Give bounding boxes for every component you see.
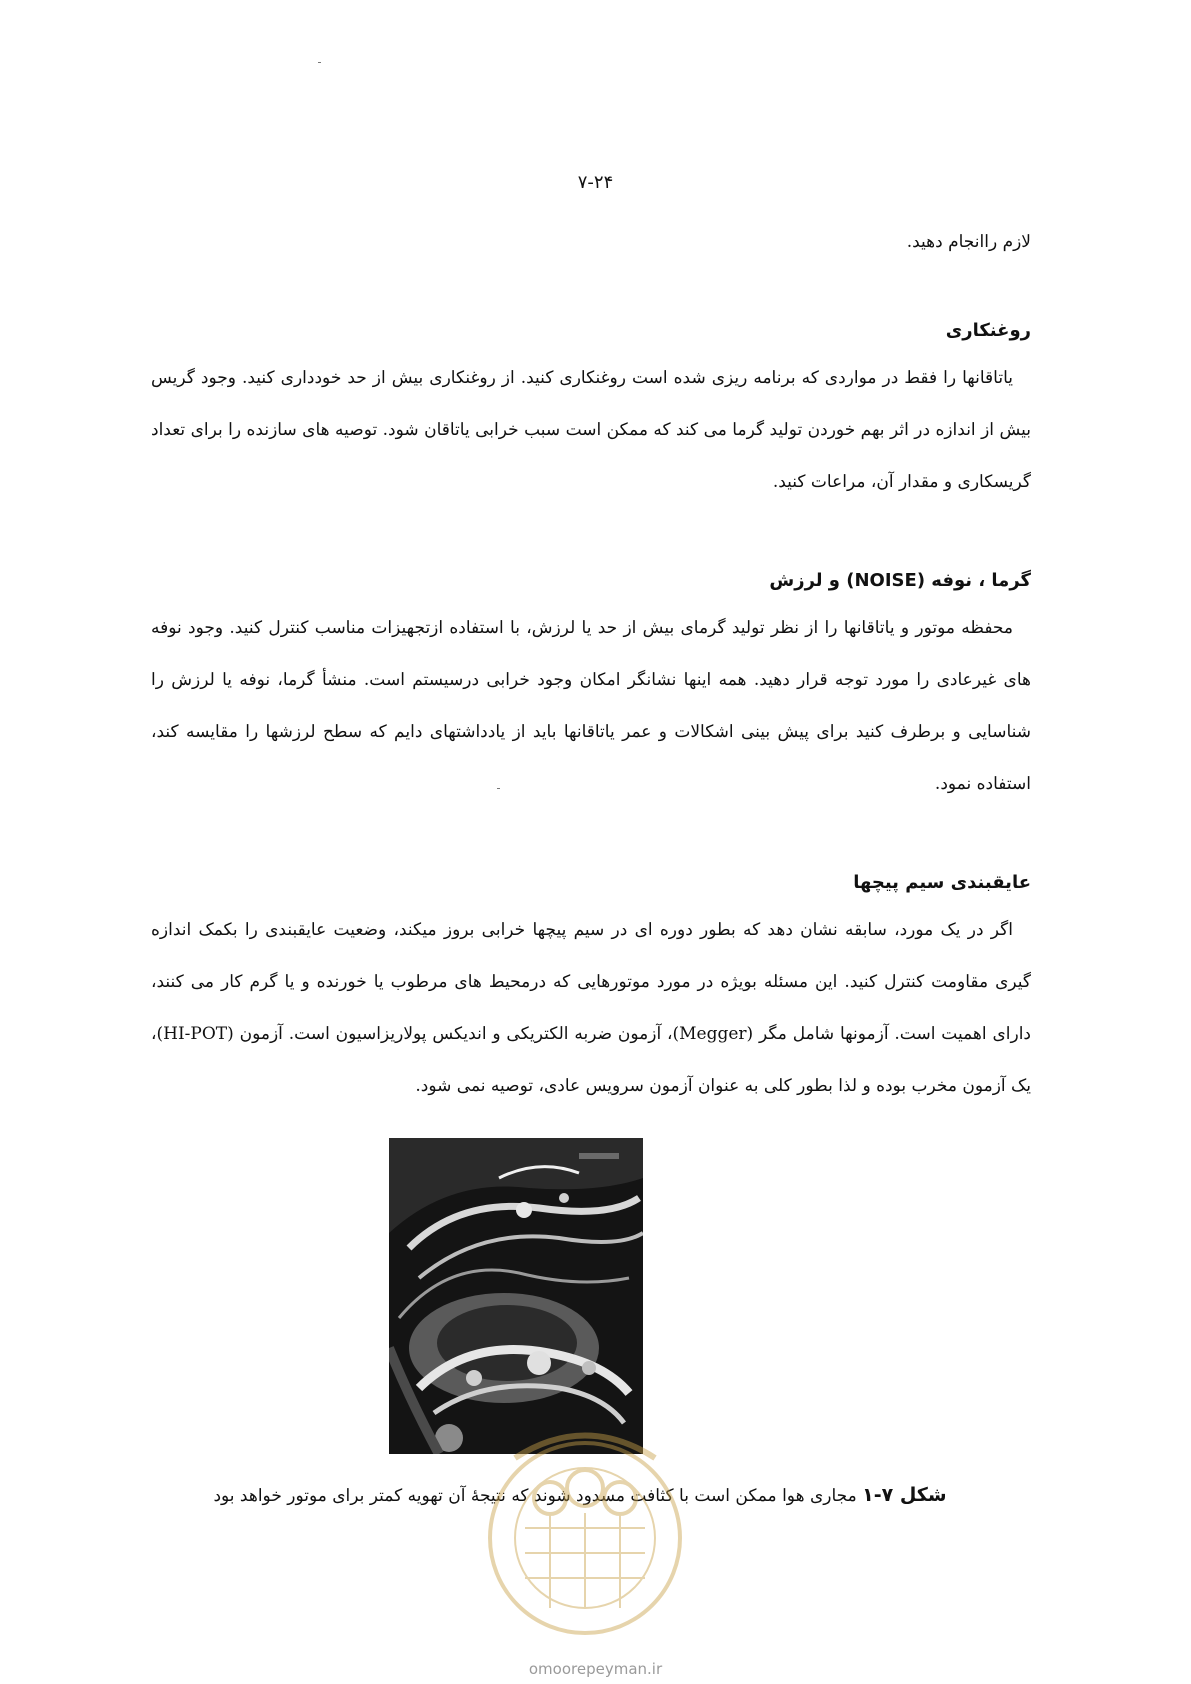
section-heading-winding-insulation: عایقبندی سیم پیچها [853,872,1031,893]
watermark-seal-icon [455,1418,715,1648]
figure-label: شکل ۷-۱ [862,1484,947,1506]
watermark-url: omoorepeyman.ir [528,1660,663,1678]
paragraph-heat-noise-vibration: محفظه موتور و یاتاقانها را از نظر تولید گرمای بیش از حد یا لرزش، با استفاده ازتجهیزات مناسب کنترل کنید. وجود نوفه های غیرعادی را مورد توجه قرار دهید. همه اینها نشانگر امکان وجود خرابی درسیستم است. منشأ گرما، نوفه یا لرزش را شناسایی و برطرف کنید برای پیش بینی اشکالات و عمر یاتاقانها باید از یادداشتهای دایم که سطح لرزشها را مقایسه کند، استفاده نمود. [151,618,1031,794]
scan-speck [318,62,321,63]
paragraph-winding-insulation: اگر در یک مورد، سابقه نشان دهد که بطور دوره ای در سیم پیچها خرابی بروز میکند، وضعیت عایقبندی را بکمک اندازه گیری مقاومت کنترل کنید. این مسئله بویژه در مورد موتورهایی که درمحیط های مرطوب یا خورنده و یا گرم کار می کنند، دارای اهمیت است. آزمونها شامل مگر (Megger)، آزمون ضربه الکتریکی و اندیکس پولاریزاسیون است. آزمون (HI-POT)، یک آزمون مخرب بوده و لذا بطور کلی به عنوان آزمون سرویس عادی، توصیه نمی شود. [151,920,1031,1096]
section-heading-heat-noise-vibration: گرما ، نوفه (NOISE) و لرزش [769,570,1031,591]
page-number: ۷-۲۴ [577,172,614,193]
document-body [151,222,1031,1112]
section-heading-lubrication: روغنکاری [945,320,1031,341]
paragraph-lubrication: یاتاقانها را فقط در مواردی که برنامه ریزی شده است روغنکاری کنید. از روغنکاری بیش از حد خودداری کنید. وجود گریس بیش از اندازه در اثر بهم خوردن تولید گرما می کند که ممکن است سبب خرابی یاتاقان شود. توصیه های سازنده را برای تعداد گریسکاری و مقدار آن، مراعات کنید. [151,368,1031,492]
figure-caption-text: مجاری هوا ممکن است با کثافت مسدود شوند که نتیجهٔ آن تهویه کمتر برای موتور خواهد بود [213,1486,857,1506]
intro-line: لازم راانجام دهید. [906,232,1031,252]
figure-photo-clogged-air-duct [389,1138,643,1454]
